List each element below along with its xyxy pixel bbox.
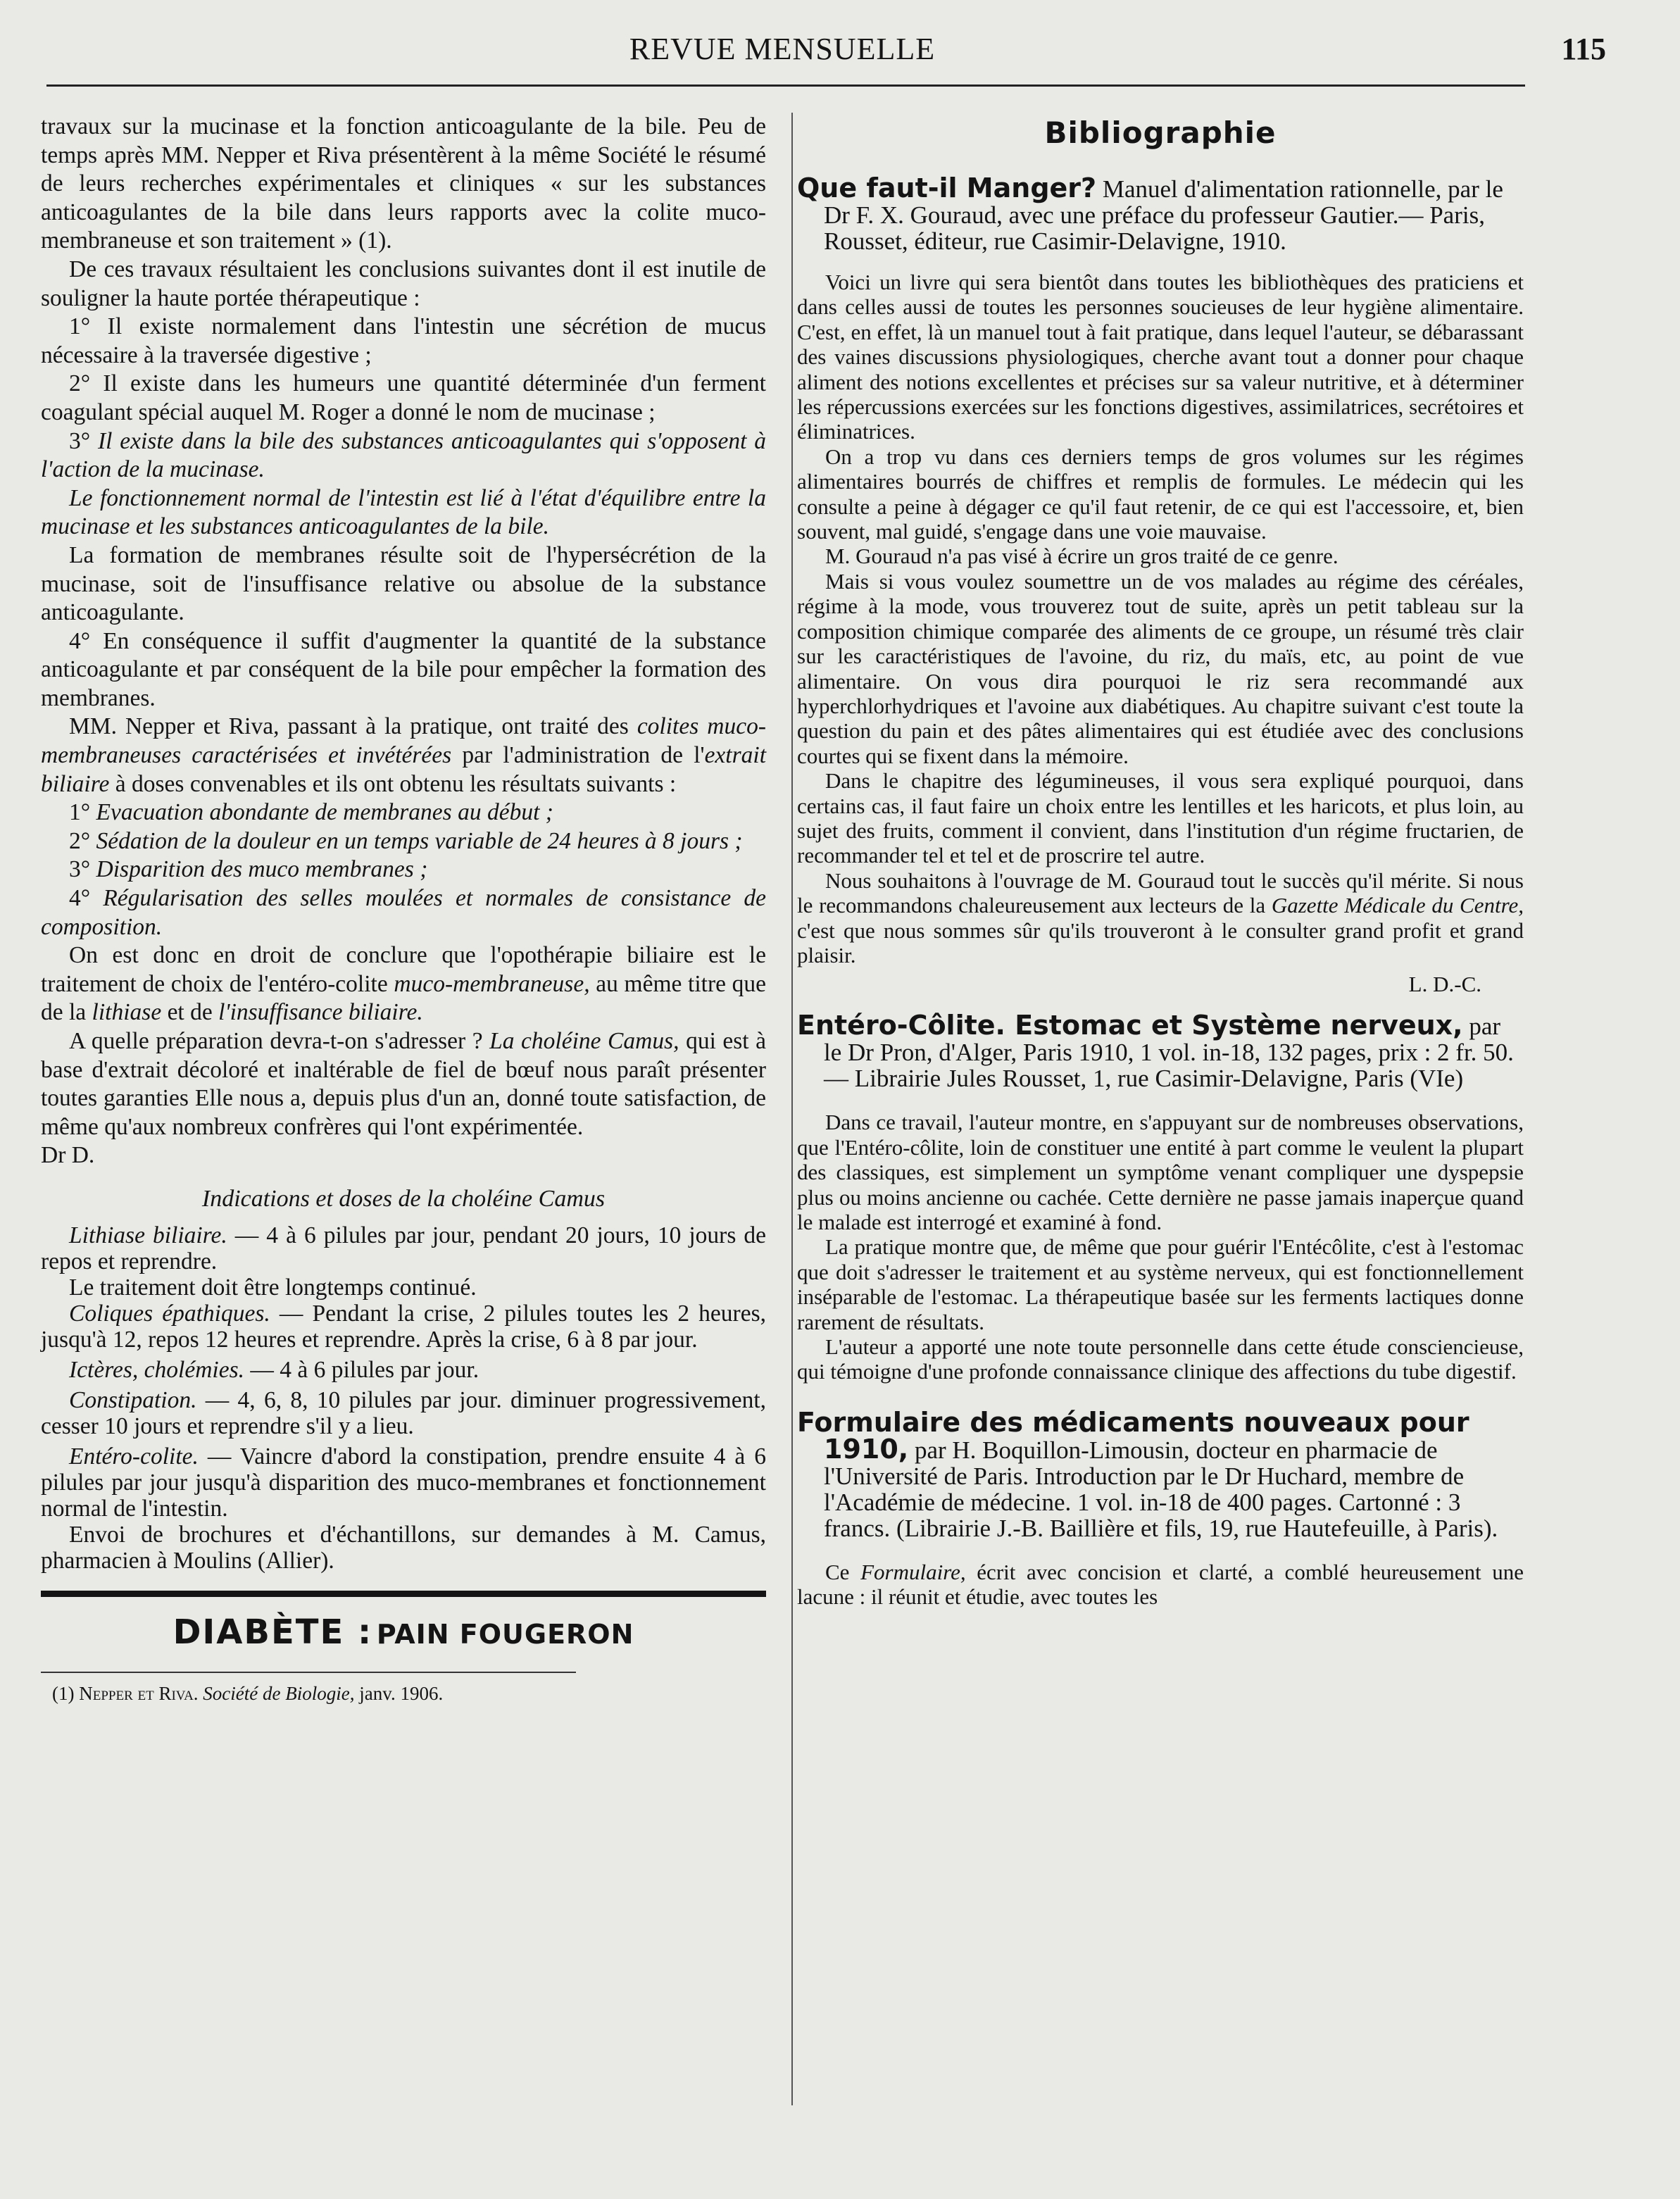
item-number: 1° [69, 799, 91, 826]
text-run: qui est à base d'extrait décoloré et inaltérable de fiel de bœuf nous paraît présenter toutes garanties Elle nous a, depuis plus d'un an, donné toute satisfaction, de même qu'aux nombreux confrères qui l'ont expérimentée. [41, 1028, 767, 1140]
book-details: Manuel d'alimentation rationnelle, par le Dr F. X. Gouraud, avec une préface du professeur Gautier.— Paris, Rousset, éditeur, rue Casimir-Delavigne, 1910. [824, 175, 1503, 255]
indication-label: Constipation. [69, 1386, 197, 1413]
text-run: et de [167, 999, 213, 1026]
item-number: 3° [69, 427, 91, 454]
text-run: Formulaire, [860, 1559, 966, 1584]
item-text: Evacuation abondante de membranes au début ; [96, 799, 553, 826]
indication-text: — 4, 6, 8, 10 pilules par jour. diminuer progressivement, cesser 10 jours et reprendre s'il y a lieu. [41, 1386, 767, 1439]
review-paragraph [797, 1560, 1524, 1610]
footnote-rule [41, 1672, 576, 1673]
book-entry-heading [797, 1010, 1524, 1093]
column-divider [791, 113, 793, 2105]
running-header [46, 31, 1606, 73]
text-run: lithiase [92, 999, 162, 1026]
book-entry-heading [797, 175, 1524, 254]
reviewer-signature: L. D.-C. [1408, 972, 1481, 997]
text-run: Gazette Médicale du Centre, [1271, 893, 1524, 918]
paragraph [41, 713, 766, 798]
paragraph: Envoi de brochures et d'échantillons, sur demandes à M. Camus, pharmacien à Moulins (Allier). [41, 1521, 766, 1574]
conclusion-item: 4° En conséquence il suffit d'augmenter la quantité de la substance anticoagulante et par conséquent de la bile pour empêcher la formation des membranes. [41, 627, 766, 711]
text-run: (1) Nepper et Riva. [52, 1682, 199, 1704]
paragraph [41, 941, 766, 1027]
item-text: Sédation de la douleur en un temps variable de 24 heures à 8 jours ; [96, 827, 743, 854]
indication-item [41, 1443, 766, 1522]
book-details: par H. Boquillon-Limousin, docteur en pharmacie de l'Université de Paris. Introduction par le Dr Huchard, membre de l'Académie de médecine. 1 vol. in-18 de 400 pages. Cartonné : 3 francs. (Librairie J.-B. Baillière et fils, 19, rue Hautefeuille, à Paris). [824, 1436, 1498, 1542]
item-number: 3° [69, 856, 91, 883]
review-paragraph [797, 868, 1524, 968]
text-run: colites muco-membraneuses caractérisées et invétérées [41, 713, 767, 769]
text-run: La choléine Camus, [489, 1028, 679, 1054]
text-run: muco-membraneuse, [394, 970, 590, 997]
book-title: Que faut-il Manger? [797, 173, 1097, 203]
book-title: Entéro-Côlite. Estomac et Système nerveux, [797, 1010, 1463, 1041]
paragraph: La formation de membranes résulte soit de l'hypersécrétion de la mucinase, soit de l'insuffisance relative ou absolue de la substance anticoagulante. [41, 541, 766, 626]
indication-text: — 4 à 6 pilules par jour, pendant 20 jours, 10 jours de repos et reprendre. [41, 1222, 767, 1274]
text-run: au même titre que de la [41, 970, 767, 1026]
indication-text: — 4 à 6 pilules par jour. [250, 1356, 479, 1383]
text-run: à doses convenables et ils ont obtenu les résultats suivants : [115, 770, 677, 797]
page-number: 115 [1561, 32, 1606, 66]
advertisement [41, 1612, 766, 1652]
conclusion-item: 2° Il existe dans les humeurs une quantité déterminée d'un ferment coagulant spécial auquel M. Roger a donné le nom de mucinase ; [41, 370, 766, 425]
paragraph: travaux sur la mucinase et la fonction anticoagulante de la bile. Peu de temps après MM. Nepper et Riva présentèrent à la même Société le résumé de leurs recherches expérimentales et cliniques « sur les substances anticoagulantes de la bile dans leurs rapports avec la colite muco-membraneuse et son traitement » (1). [41, 113, 766, 254]
text-run: par l'administration de l' [462, 742, 705, 769]
journal-title: REVUE MENSUELLE [629, 32, 936, 66]
left-column [41, 113, 766, 1705]
indication-label: Ictères, cholémies. [69, 1356, 244, 1383]
item-text: Régularisation des selles moulées et normales de consistance de composition. [41, 885, 766, 940]
item-number: 2° [69, 827, 91, 854]
paragraph: Le fonctionnement normal de l'intestin est lié à l'état d'équilibre entre la mucinase et les substances anticoagulantes de la bile. [41, 484, 766, 540]
result-item [41, 884, 766, 941]
indication-item [41, 1357, 766, 1383]
book-entry-heading [797, 1406, 1524, 1542]
conclusion-item [41, 427, 766, 484]
book-details: par le Dr Pron, d'Alger, Paris 1910, 1 vol. in-18, 132 pages, prix : 2 fr. 50. — Librairie Jules Rousset, 1, rue Casimir-Delavigne, Paris (VIe) [824, 1013, 1514, 1093]
item-text: Il existe dans la bile des substances anticoagulantes qui s'opposent à l'action de la mucinase. [41, 427, 767, 483]
review-paragraph: L'auteur a apporté une note toute personnelle dans cette étude consciencieuse, qui témoigne d'une profonde connaissance clinique des affections du tube digestif. [797, 1334, 1524, 1384]
right-column [797, 113, 1524, 1610]
author-signature: Dr D. [41, 1142, 95, 1169]
item-number: 4° [69, 885, 91, 912]
header-rule [46, 84, 1525, 87]
section-subheading: Indications et doses de la choléine Camus [201, 1185, 606, 1212]
review-paragraph: On a trop vu dans ces derniers temps de gros volumes sur les régimes alimentaires bourrés de chiffres et remplis de formules. Le médecin qui les consulte a peine à dégager ce qu'il faut retenir, de ce qui est l'accessoire, et, bien souvent, mal guidé, s'engage dans une voie mauvaise. [797, 444, 1524, 544]
result-item [41, 798, 766, 827]
text-run: c'est que nous sommes sûr qu'ils trouveront à le consulter grand profit et grand plaisir. [797, 917, 1524, 967]
indication-text: — Pendant la crise, 2 pilules toutes les 2 heures, jusqu'à 12, repos 12 heures et reprendre. Après la crise, 6 à 8 par jour. [41, 1300, 766, 1353]
result-item [41, 827, 766, 856]
paragraph [41, 1027, 766, 1141]
section-title: Bibliographie [1044, 115, 1277, 150]
book-title: Formulaire des médicaments nouveaux pour 1910, [797, 1406, 1469, 1465]
advertisement-rule [41, 1591, 766, 1597]
ad-headline: DIABÈTE : [173, 1612, 373, 1652]
conclusion-item: 1° Il existe normalement dans l'intestin une sécrétion de mucus nécessaire à la traversée digestive ; [41, 313, 766, 368]
text-run: Ce [825, 1559, 850, 1584]
result-item [41, 856, 766, 884]
review-paragraph: M. Gouraud n'a pas visé à écrire un gros traité de ce genre. [825, 544, 1339, 569]
review-paragraph: Mais si vous voulez soumettre un de vos malades au régime des céréales, régime à la mode, vous trouverez tout de suite, après un petit tableau sur la composition chimique comparée des aliments de ce groupe, un résumé très clair sur les caractéristiques de l'avoine, du riz, du maïs, etc, au point de vue alimentaire. On vous dira pourquoi le riz sera recommandé aux hyperchlorhydriques et l'avoine aux diabétiques. Au chapitre suivant c'est toute la question du pain et des pâtes alimentaires qui est étudiée avec des conclusions courtes qui se fixent dans la mémoire. [797, 568, 1524, 768]
text-run: écrit avec concision et clarté, a comblé heureusement une lacune : il réunit et étudie, avec toutes les [797, 1559, 1524, 1610]
footnote [41, 1681, 766, 1705]
text-run: On est donc en droit de conclure que l'opothérapie biliaire est le traitement de choix de l'entéro-colite [41, 942, 766, 997]
review-paragraph: La pratique montre que, de même que pour guérir l'Entécôlite, c'est à l'estomac que doit s'adresser le traitement et au système nerveux, qui est fonctionnellement inséparable de l'estomac. La thérapeutique basée sur les ferments lactiques donne rarement de résultats. [797, 1234, 1524, 1334]
text-run: Société de Biologie, [203, 1682, 355, 1704]
text-run: janv. 1906. [359, 1682, 444, 1704]
text-run: A quelle préparation devra-t-on s'adresser ? [69, 1028, 483, 1054]
review-paragraph: Dans ce travail, l'auteur montre, en s'appuyant sur de nombreuses observations, que l'Entéro-côlite, loin de constituer une entité à part comme le veulent la plupart des classiques, est simplement un symptôme venant compliquer une dyspepsie plus ou moins ancienne ou cachée. Cette dernière ne passe jamais inaperçue quand le malade est interrogé et examiné à fond. [797, 1110, 1524, 1234]
ad-product: PAIN FOUGERON [376, 1618, 634, 1650]
indication-item [41, 1387, 766, 1439]
text-run: l'insuffisance biliaire. [218, 999, 423, 1026]
paragraph: De ces travaux résultaient les conclusions suivantes dont il est inutile de souligner la haute portée thérapeutique : [41, 256, 766, 311]
text-run: extrait biliaire [41, 742, 767, 797]
text-run: MM. Nepper et Riva, passant à la pratique, ont traité des [69, 713, 629, 740]
indication-label: Lithiase biliaire. [69, 1222, 227, 1248]
indication-note: Le traitement doit être longtemps continué. [69, 1274, 477, 1301]
indication-label: Entéro-colite. [69, 1443, 199, 1470]
indication-item [41, 1222, 766, 1274]
indication-label: Coliques épathiques. [69, 1300, 270, 1327]
text-run: Nous souhaitons à l'ouvrage de M. Gouraud tout le succès qu'il mérite. Si nous le recommandons chaleureusement aux lecteurs de la [797, 867, 1524, 918]
item-text: Disparition des muco membranes ; [96, 856, 428, 883]
review-paragraph: Voici un livre qui sera bientôt dans toutes les bibliothèques des praticiens et dans celles aussi de toutes les personnes soucieuses de leur hygiène alimentaire. C'est, en effet, là un manuel tout à fait pratique, dans lequel l'auteur, se débarassant des vaines discussions physiologiques, cherche avant tout a donner pour chaque aliment des notions excellentes et précises sur sa valeur nutritive, et à déterminer les répercussions exercées sur les fonctions digestives, assimilatrices, secrétoires et éliminatrices. [797, 270, 1524, 444]
indication-item [41, 1301, 766, 1353]
review-paragraph: Dans le chapitre des légumineuses, il vous sera expliqué pourquoi, dans certains cas, il faut faire un choix entre les lentilles et les haricots, et plus loin, au sujet des fruits, comment il convient, dans l'institution d'un régime fructarien, de recommander tel et tel et de proscrire tel autre. [797, 768, 1524, 868]
indication-text: — Vaincre d'abord la constipation, prendre ensuite 4 à 6 pilules par jour jusqu'à disparition des muco-membranes et fonctionnement normal de l'intestin. [41, 1443, 766, 1522]
